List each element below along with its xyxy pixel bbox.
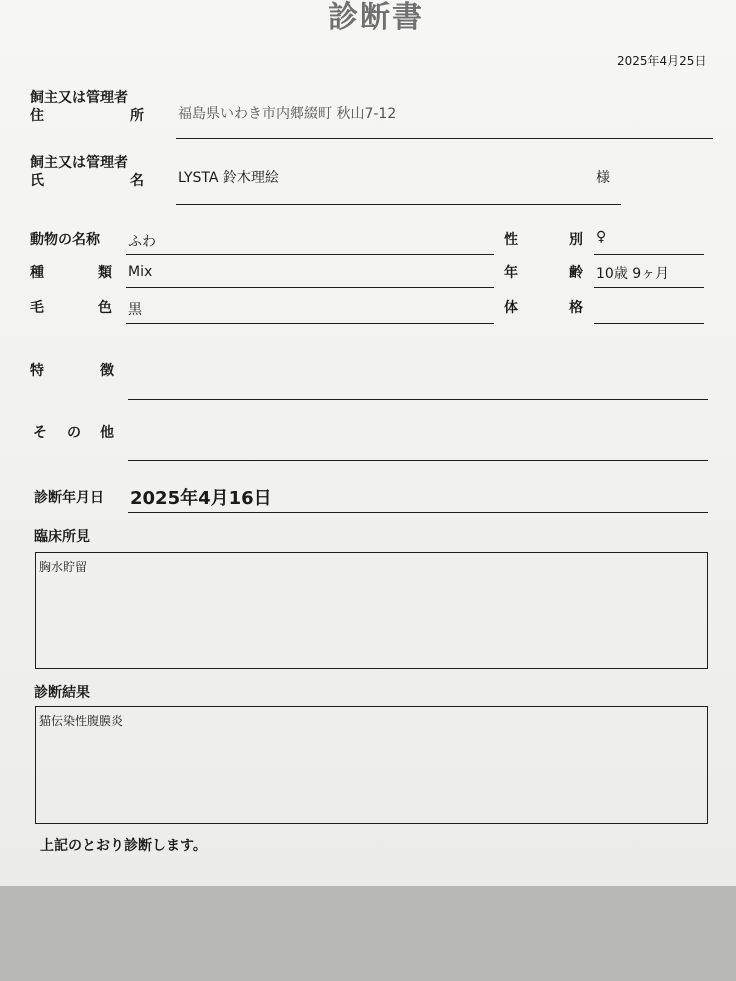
species-line <box>126 287 494 288</box>
animal-name-label: 動物の名称 <box>30 232 100 248</box>
animal-name-line <box>126 254 494 255</box>
diagnosis-label: 診断結果 <box>34 685 90 701</box>
coat-color-label-a: 毛 <box>30 300 44 316</box>
owner-name-value: LYSTA 鈴木理絵 <box>178 170 279 186</box>
clinical-findings-label: 臨床所見 <box>34 529 90 545</box>
owner-address-label-line1: 飼主又は管理者 <box>30 90 128 106</box>
document-title: 診断書 <box>328 0 424 35</box>
closing-statement: 上記のとおり診断します。 <box>40 838 207 854</box>
owner-address-line <box>176 138 713 139</box>
owner-name-label-a: 氏 <box>30 173 44 189</box>
sex-label-b: 別 <box>569 232 583 248</box>
owner-name-label-b: 名 <box>130 173 144 189</box>
honorific-sama: 様 <box>596 170 610 186</box>
exam-date-label: 診断年月日 <box>34 490 104 506</box>
sex-label-a: 性 <box>504 232 518 248</box>
features-label-b: 徴 <box>100 363 114 379</box>
issue-date: 2025年4月25日 <box>617 54 707 68</box>
owner-address-label-b: 所 <box>130 108 144 124</box>
age-label-b: 齢 <box>569 265 583 281</box>
sex-value: ♀ <box>596 229 607 245</box>
coat-color-line <box>126 323 494 324</box>
clinical-findings-box <box>35 552 708 669</box>
build-label-a: 体 <box>504 300 518 316</box>
other-label-b: の <box>67 425 81 441</box>
exam-date-line <box>128 512 708 513</box>
age-label-a: 年 <box>504 265 518 281</box>
sex-line <box>594 254 704 255</box>
age-line <box>594 287 704 288</box>
owner-name-label-line1: 飼主又は管理者 <box>30 155 128 171</box>
build-label-b: 格 <box>569 300 583 316</box>
clinical-findings-value: 胸水貯留 <box>39 560 88 574</box>
owner-address-label-a: 住 <box>30 108 44 124</box>
diagnosis-box <box>35 706 708 824</box>
age-value: 10歳 9ヶ月 <box>596 266 670 282</box>
features-line <box>128 399 708 400</box>
other-label-c: 他 <box>100 425 114 441</box>
animal-name-value: ふわ <box>128 234 156 250</box>
other-line <box>128 460 708 461</box>
coat-color-value: 黒 <box>128 302 142 318</box>
owner-name-line <box>176 204 621 205</box>
coat-color-label-b: 色 <box>98 300 112 316</box>
species-label-b: 類 <box>98 265 112 281</box>
species-label-a: 種 <box>30 265 44 281</box>
diagnosis-value: 猫伝染性腹膜炎 <box>39 714 124 728</box>
other-label-a: そ <box>33 425 47 441</box>
species-value: Mix <box>128 264 153 280</box>
exam-date-value: 2025年4月16日 <box>130 488 272 509</box>
build-line <box>594 323 704 324</box>
features-label-a: 特 <box>30 363 44 379</box>
owner-address-value: 福島県いわき市内郷綴町 秋山7-12 <box>178 106 397 122</box>
